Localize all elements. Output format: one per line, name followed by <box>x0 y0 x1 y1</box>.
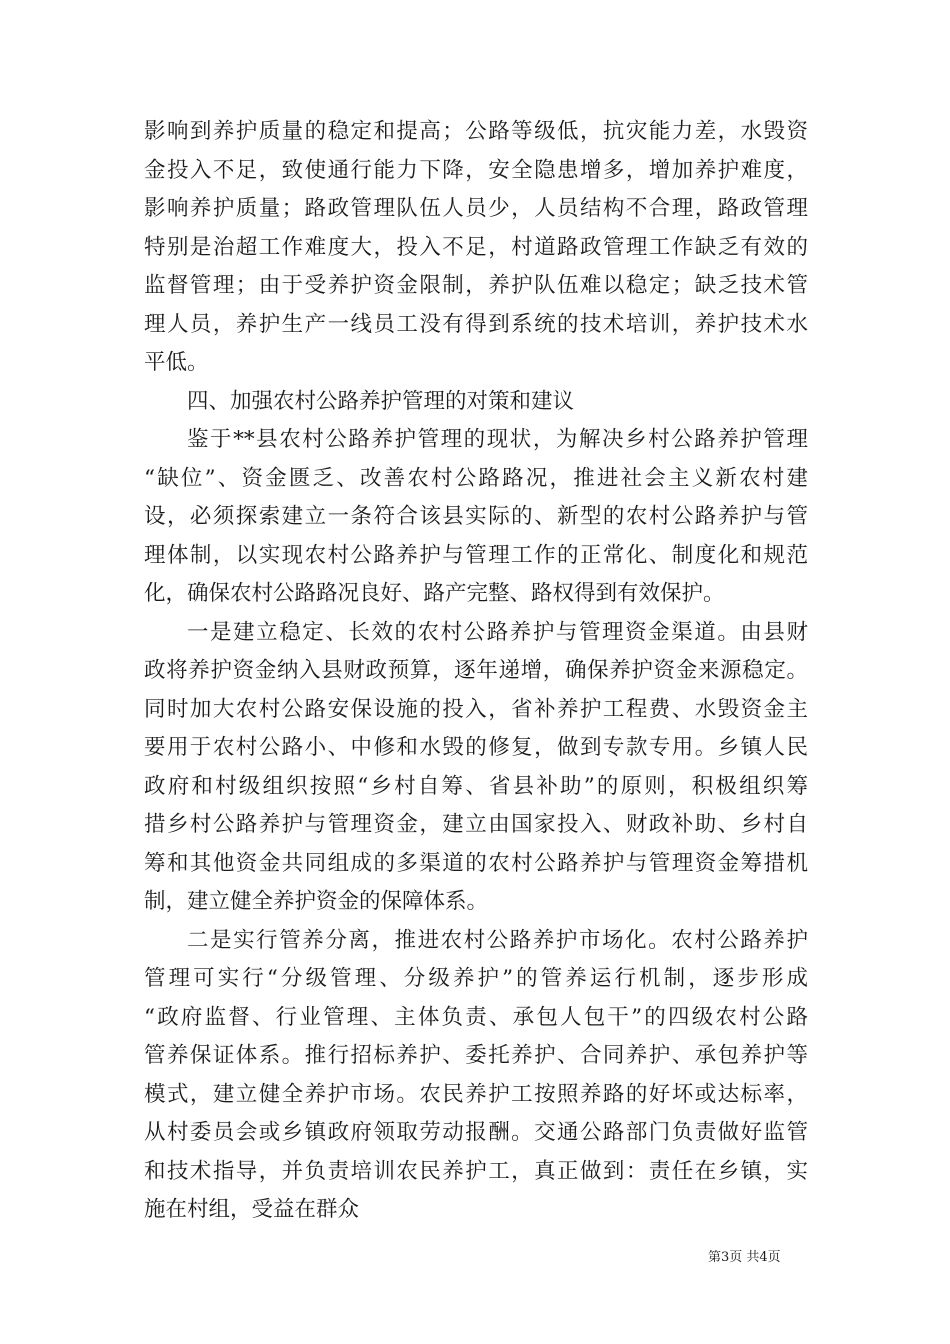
text-line: 和技术指导，并负责培训农民养护工，真正做到：责任在乡镇，实 <box>144 1158 808 1184</box>
page-number: 第3页 共4页 <box>708 1250 781 1265</box>
text-line: 制，建立健全养护资金的保障体系。 <box>144 889 489 914</box>
text-line: 筹和其他资金共同组成的多渠道的农村公路养护与管理资金筹措机 <box>144 850 808 876</box>
text-line: 化，确保农村公路路况良好、路产完整、路权得到有效保护。 <box>144 581 725 606</box>
text-line: 理体制，以实现农村公路养护与管理工作的正常化、制度化和规范 <box>144 542 808 568</box>
text-line: 同时加大农村公路安保设施的投入，省补养护工程费、水毁资金主 <box>144 696 808 722</box>
text-line: 要用于农村公路小、中修和水毁的修复，做到专款专用。乡镇人民 <box>144 735 808 760</box>
paragraph <box>144 421 808 614</box>
text-line: 施在村组，受益在群众 <box>144 1197 360 1222</box>
text-line: “政府监督、行业管理、主体负责、承包人包干”的四级农村公路 <box>144 1004 808 1030</box>
text-line: 措乡村公路养护与管理资金，建立由国家投入、财政补助、乡村自 <box>144 812 808 837</box>
paragraph <box>144 113 808 383</box>
text-line: 从村委员会或乡镇政府领取劳动报酬。交通公路部门负责做好监管 <box>144 1120 808 1145</box>
text-line: 平低。 <box>144 350 209 375</box>
text-line: 模式，建立健全养护市场。农民养护工按照养路的好坏或达标率， <box>144 1081 808 1107</box>
text-line: 设，必须探索建立一条符合该县实际的、新型的农村公路养护与管 <box>144 504 808 529</box>
text-line: 监督管理；由于受养护资金限制，养护队伍难以稳定；缺乏技术管 <box>144 273 808 298</box>
text-line: 管理可实行“分级管理、分级养护”的管养运行机制，逐步形成 <box>144 966 808 991</box>
document-body <box>144 113 808 1230</box>
text-line: 政府和村级组织按照“乡村自筹、省县补助”的原则，积极组织筹 <box>144 773 808 799</box>
text-line: 管养保证体系。推行招标养护、委托养护、合同养护、承包养护等 <box>144 1043 808 1068</box>
text-line: 二是实行管养分离，推进农村公路养护市场化。农村公路养护 <box>187 927 808 953</box>
text-line: “缺位”、资金匮乏、改善农村公路路况，推进社会主义新农村建 <box>144 465 808 491</box>
text-line: 影响到养护质量的稳定和提高；公路等级低，抗灾能力差，水毁资 <box>144 119 808 144</box>
text-line: 鉴于**县农村公路养护管理的现状，为解决乡村公路养护管理 <box>187 427 808 452</box>
text-line: 一是建立稳定、长效的农村公路养护与管理资金渠道。由县财 <box>187 619 808 645</box>
text-line: 政将养护资金纳入县财政预算，逐年递增，确保养护资金来源稳定。 <box>144 658 808 683</box>
text-line: 四、加强农村公路养护管理的对策和建议 <box>187 388 575 414</box>
paragraph <box>144 922 808 1230</box>
text-line: 影响养护质量；路政管理队伍人员少，人员结构不合理，路政管理 <box>144 196 808 221</box>
section-heading <box>144 383 808 422</box>
text-line: 特别是治超工作难度大，投入不足，村道路政管理工作缺乏有效的 <box>144 234 808 260</box>
paragraph <box>144 614 808 922</box>
text-line: 理人员，养护生产一线员工没有得到系统的技术培训，养护技术水 <box>144 311 808 337</box>
text-line: 金投入不足，致使通行能力下降，安全隐患增多，增加养护难度， <box>144 157 808 183</box>
